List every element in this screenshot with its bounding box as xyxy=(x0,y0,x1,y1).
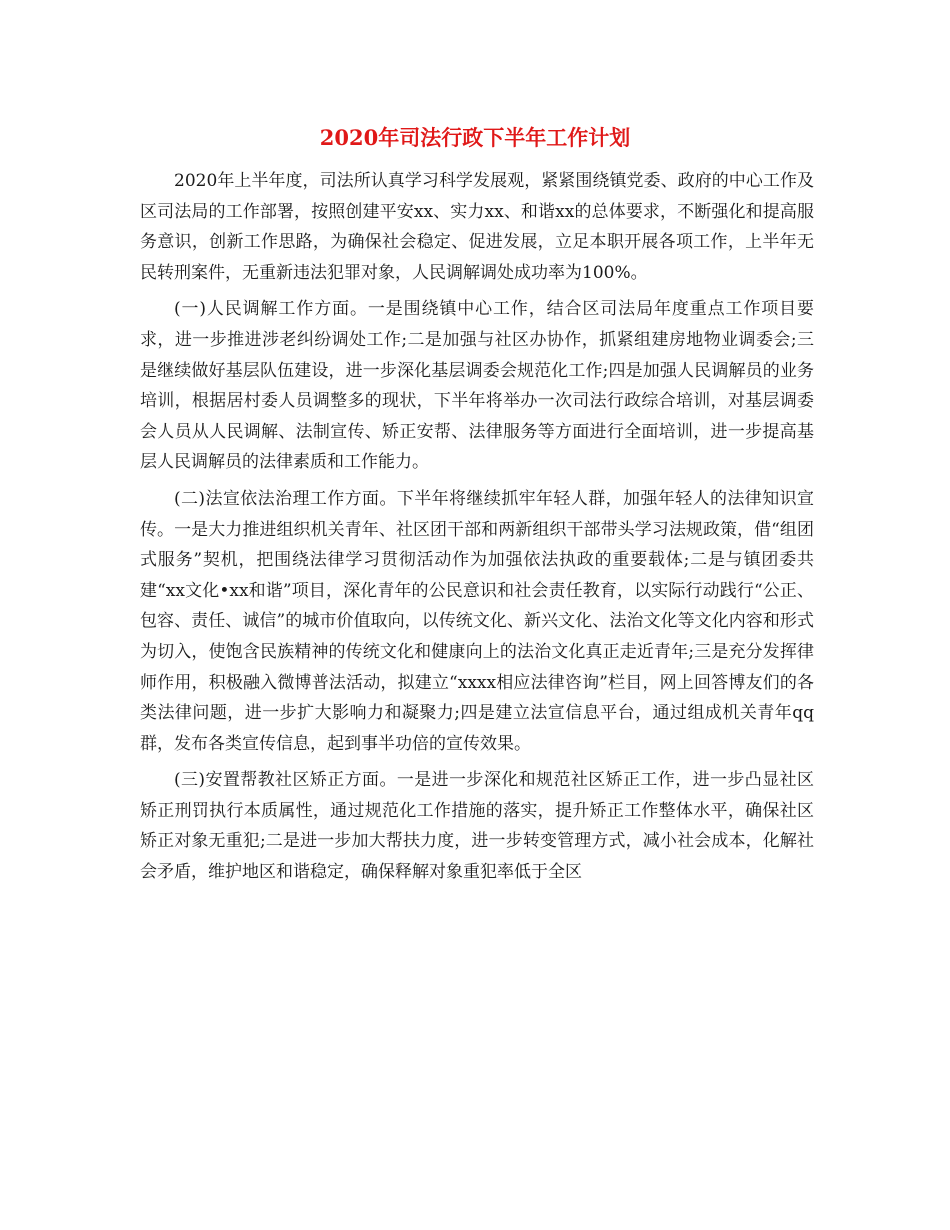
document-body xyxy=(140,166,814,894)
paragraph-mediation: (一)人民调解工作方面。一是围绕镇中心工作，结合区司法局年度重点工作项目要求，进一步推进涉老纠纷调处工作;二是加强与社区办协作，抓紧组建房地物业调委会;三是继续做好基层队伍建设，进一步深化基层调委会规范化工作;四是加强人民调解员的业务培训，根据居村委人员调整多的现状，下半年将举办一次司法行政综合培训，对基层调委会人员从人民调解、法制宣传、矫正安帮、法律服务等方面进行全面培训，进一步提高基层人民调解员的法律素质和工作能力。 xyxy=(140,299,814,473)
paragraph-community-correction: (三)安置帮教社区矫正方面。一是进一步深化和规范社区矫正工作，进一步凸显社区矫正刑罚执行本质属性，通过规范化工作措施的落实，提升矫正工作整体水平，确保社区矫正对象无重犯;二是进一步加大帮扶力度，进一步转变管理方式，减小社会成本，化解社会矛盾，维护地区和谐稳定，确保释解对象重犯率低于全区 xyxy=(140,770,814,883)
document-title: 2020年司法行政下半年工作计划 xyxy=(319,125,631,150)
paragraph-intro: 2020年上半年度，司法所认真学习科学发展观，紧紧围绕镇党委、政府的中心工作及区司法局的工作部署，按照创建平安xx、实力xx、和谐xx的总体要求，不断强化和提高服务意识，创新工作思路，为确保社会稳定、促进发展，立足本职开展各项工作，上半年无民转刑案件，无重新违法犯罪对象，人民调解调处成功率为100%。 xyxy=(140,171,814,283)
paragraph-legal-publicity: (二)法宣依法治理工作方面。下半年将继续抓牢年轻人群，加强年轻人的法律知识宣传。一是大力推进组织机关青年、社区团干部和两新组织干部带头学习法规政策，借“组团式服务”契机，把围绕法律学习贯彻活动作为加强依法执政的重要载体;二是与镇团委共建“xx文化•xx和谐”项目，深化青年的公民意识和社会责任教育，以实际行动践行“公正、包容、责任、诚信”的城市价值取向，以传统文化、新兴文化、法治文化等文化内容和形式为切入，使饱含民族精神的传统文化和健康向上的法治文化真正走近青年;三是充分发挥律师作用，积极融入微博普法活动，拟建立“xxxx相应法律咨询”栏目，网上回答博友们的各类法律问题，进一步扩大影响力和凝聚力;四是建立法宣信息平台，通过组成机关青年qq群，发布各类宣传信息，起到事半功倍的宣传效果。 xyxy=(140,488,814,754)
